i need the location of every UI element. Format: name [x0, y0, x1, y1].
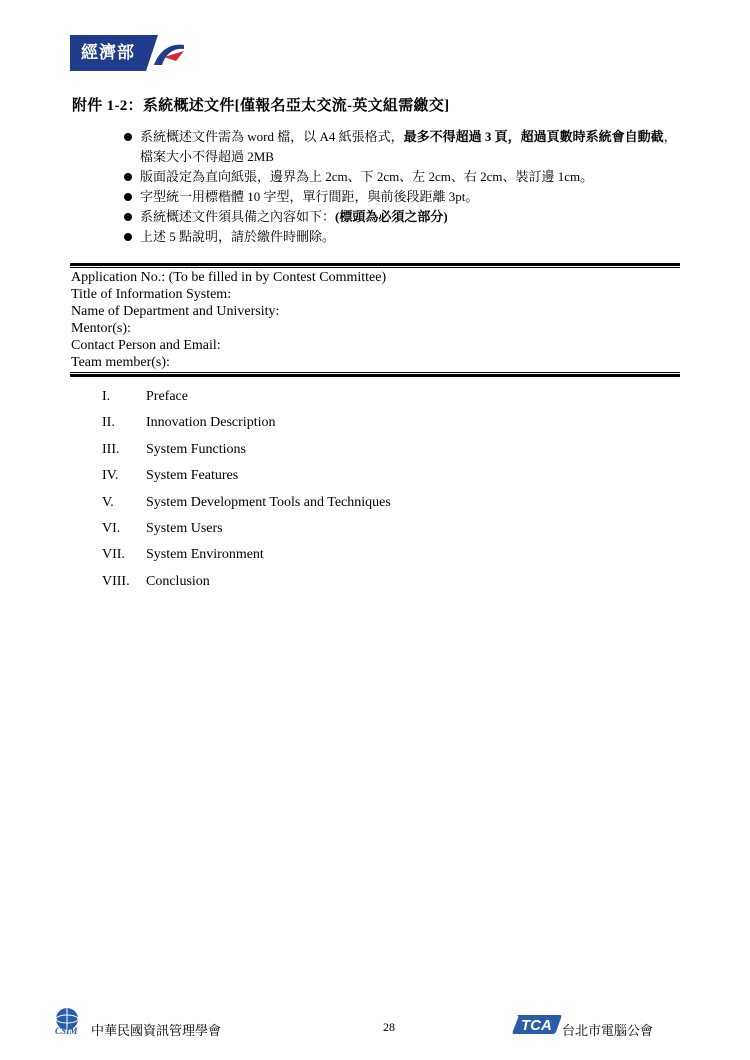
section-label: System Development Tools and Techniques — [146, 494, 391, 510]
csim-globe-icon — [53, 1007, 89, 1037]
section-item — [102, 490, 602, 516]
moea-logo — [70, 35, 185, 71]
section-label: System Environment — [146, 547, 264, 563]
instruction-text: 上述 5 點說明，請於繳件時刪除。 — [140, 229, 336, 244]
footer-left-text: 中華民國資訊管理學會 — [91, 1024, 222, 1039]
bullet-dot-icon — [124, 133, 132, 141]
form-fields — [71, 269, 681, 371]
section-label: System Functions — [146, 441, 246, 457]
section-item — [102, 542, 602, 568]
footer-right-text: 台北市電腦公會 — [562, 1024, 654, 1039]
instruction-text: 系統概述文件須具備之內容如下： — [140, 209, 336, 224]
page-title: 附件 1-2：系統概述文件[僅報名亞太交流-英文組需繳交] — [72, 98, 450, 114]
bullet-dot-icon — [124, 193, 132, 201]
section-label: Preface — [146, 389, 188, 404]
section-list — [102, 384, 602, 595]
form-field-department: Name of Department and University: — [71, 304, 280, 319]
section-number: I. — [102, 389, 111, 404]
instruction-bold-text: (標頭為必須之部分) — [335, 209, 448, 224]
section-item — [102, 463, 602, 489]
instruction-item — [124, 167, 684, 187]
instruction-text: 字型統一用標楷體 10 字型，單行間距，與前後段距離 3pt。 — [140, 189, 479, 204]
section-number: VII. — [102, 547, 125, 563]
moea-logo-text: 經濟部 — [70, 35, 146, 71]
section-label: System Features — [146, 468, 239, 484]
section-item — [102, 569, 602, 595]
instruction-text: 系統概述文件需為 word 檔，以 A4 紙張格式， — [140, 129, 404, 144]
form-bottom-rule — [70, 372, 680, 377]
section-number: IV. — [102, 468, 119, 484]
bullet-dot-icon — [124, 173, 132, 181]
section-label: Conclusion — [146, 573, 210, 589]
page-number: 28 — [383, 1020, 395, 1034]
instruction-item — [124, 127, 684, 167]
moea-swoosh-icon — [144, 35, 186, 71]
form-field-title: Title of Information System: — [71, 287, 232, 302]
instruction-text: 版面設定為直向紙張，邊界為上 2cm、下 2cm、左 2cm、右 2cm、裝訂邊 1cm。 — [140, 169, 594, 184]
form-field-contact: Contact Person and Email: — [71, 338, 221, 353]
section-label: Innovation Description — [146, 415, 276, 431]
section-item — [102, 437, 602, 463]
tca-logo-text: TCA — [521, 1017, 552, 1034]
section-number: III. — [102, 441, 120, 457]
csim-logo-text: CSIM — [55, 1026, 78, 1036]
form-field-mentor: Mentor(s): — [71, 321, 131, 336]
tca-logo-icon — [512, 1013, 562, 1035]
section-label: System Users — [146, 520, 223, 536]
bullet-dot-icon — [124, 233, 132, 241]
section-item — [102, 384, 602, 410]
section-item — [102, 516, 602, 542]
instruction-item — [124, 227, 684, 247]
instruction-text: ，檔案大小不得超過 2MB — [140, 129, 677, 164]
page-footer — [0, 1005, 750, 1045]
instruction-list — [124, 127, 684, 247]
instruction-item — [124, 207, 684, 227]
section-number: VIII. — [102, 573, 130, 589]
section-item — [102, 410, 602, 436]
bullet-dot-icon — [124, 213, 132, 221]
form-field-application-no: Application No.: (To be filled in by Contest Committee) — [71, 270, 387, 285]
instruction-item — [124, 187, 684, 207]
section-number: II. — [102, 415, 115, 431]
form-field-team: Team member(s): — [71, 355, 170, 370]
form-top-rule — [70, 263, 680, 268]
section-number: V. — [102, 494, 114, 510]
section-number: VI. — [102, 520, 121, 536]
instruction-bold-text: 最多不得超過 3 頁，超過頁數時系統會自動截 — [403, 129, 664, 144]
